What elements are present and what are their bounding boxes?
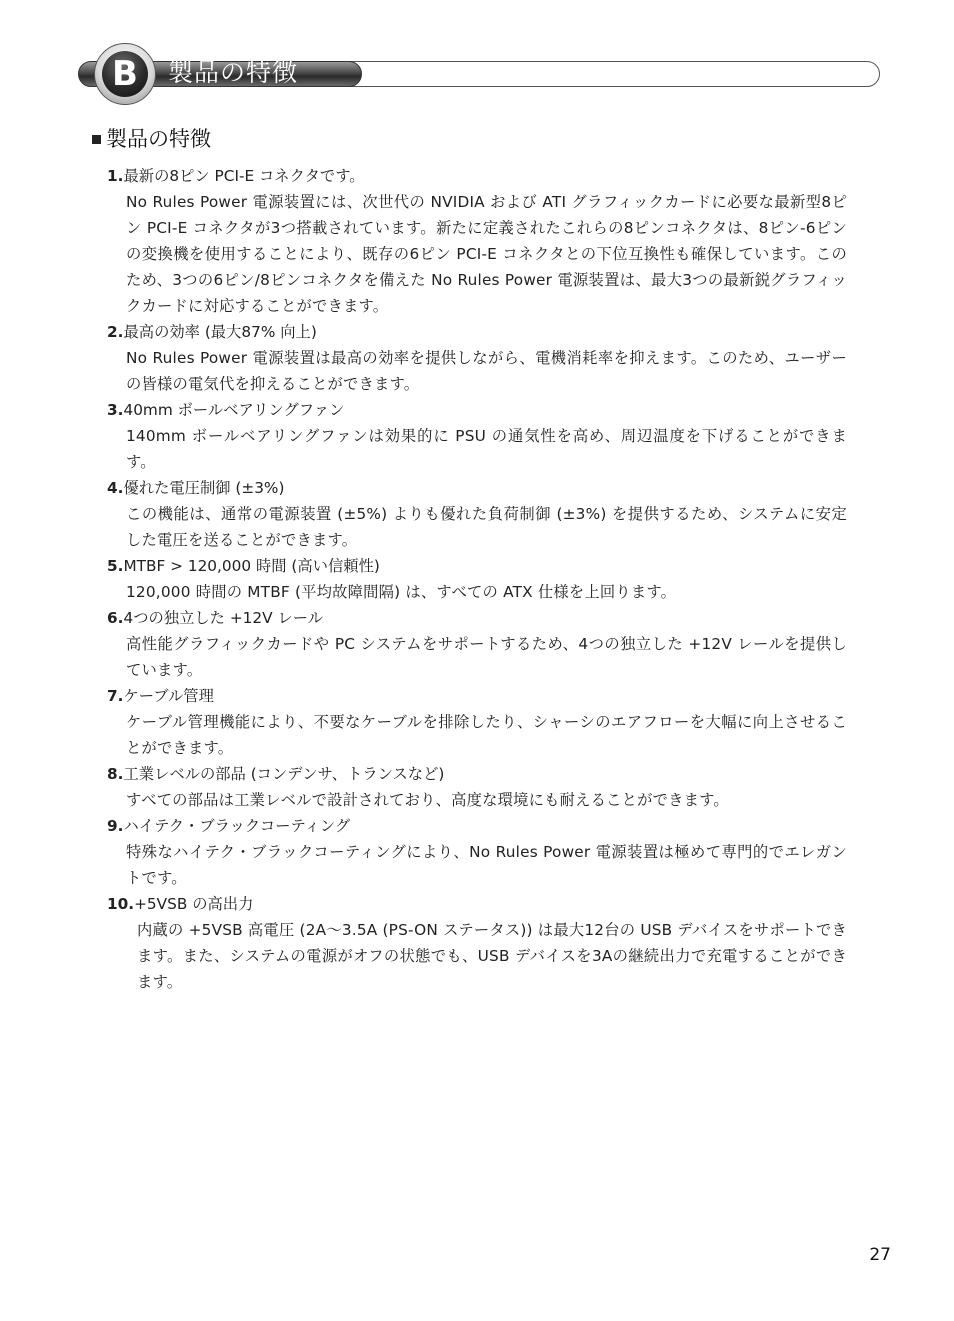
feature-title-text: 40mm ボールベアリングファン: [123, 401, 345, 419]
feature-number: 6.: [107, 609, 124, 627]
header-title: 製品の特徴: [168, 58, 299, 87]
feature-number: 8.: [107, 765, 124, 783]
feature-description: 120,000 時間の MTBF (平均故障間隔) は、すべての ATX 仕様を上回ります。: [126, 583, 677, 601]
feature-title: [107, 891, 847, 917]
section-heading: [92, 124, 211, 154]
feature-item-3: [107, 397, 847, 475]
feature-title-text: 優れた電圧制御 (±3%): [123, 479, 285, 497]
feature-title: [107, 605, 847, 631]
feature-title-text: +5VSB の高出力: [134, 895, 254, 913]
feature-item-8: [107, 761, 847, 813]
feature-title-text: ケーブル管理: [123, 687, 214, 705]
feature-number: 10.: [107, 895, 135, 913]
feature-number: 2.: [107, 323, 124, 341]
feature-title-text: 最新の8ピン PCI-E コネクタです。: [123, 167, 365, 185]
feature-number: 1.: [107, 167, 124, 185]
feature-number: 7.: [107, 687, 124, 705]
feature-item-5: [107, 553, 847, 605]
feature-title: [107, 761, 847, 787]
section-header: [70, 40, 882, 110]
feature-item-2: [107, 319, 847, 397]
feature-title: [107, 553, 847, 579]
section-badge-letter: B: [102, 51, 148, 97]
feature-title: [107, 397, 847, 423]
feature-description: 高性能グラフィックカードや PC システムをサポートするため、4つの独立した +12V レールを提供しています。: [126, 635, 847, 679]
feature-number: 3.: [107, 401, 124, 419]
feature-item-9: [107, 813, 847, 891]
feature-title-text: ハイテク・ブラックコーティング: [123, 817, 351, 835]
feature-title-text: 4つの独立した +12V レール: [123, 609, 324, 627]
feature-title: [107, 163, 847, 189]
feature-description: 内蔵の +5VSB 高電圧 (2A～3.5A (PS-ON ステータス)) は最大12台の USB デバイスをサポートできます。また、システムの電源がオフの状態でも、USB デバイスを3Aの継続出力で充電することができます。: [137, 921, 847, 991]
section-badge: [94, 43, 156, 105]
section-heading-text: 製品の特徴: [106, 127, 211, 151]
feature-list: [107, 163, 847, 995]
feature-title: [107, 475, 847, 501]
feature-number: 9.: [107, 817, 124, 835]
feature-title: [107, 319, 847, 345]
feature-item-6: [107, 605, 847, 683]
feature-number: 5.: [107, 557, 124, 575]
feature-description: 140mm ボールベアリングファンは効果的に PSU の通気性を高め、周辺温度を下げることができます。: [126, 427, 847, 471]
feature-title-text: 最高の効率 (最大87% 向上): [123, 323, 317, 341]
feature-description: この機能は、通常の電源装置 (±5%) よりも優れた負荷制御 (±3%) を提供するため、システムに安定した電圧を送ることができます。: [126, 505, 847, 549]
feature-item-10: [107, 891, 847, 995]
feature-item-1: [107, 163, 847, 319]
feature-title: [107, 813, 847, 839]
feature-title: [107, 683, 847, 709]
feature-number: 4.: [107, 479, 124, 497]
feature-item-7: [107, 683, 847, 761]
square-bullet-icon: [92, 135, 101, 144]
feature-description: すべての部品は工業レベルで設計されており、高度な環境にも耐えることができます。: [126, 791, 729, 809]
feature-description: ケーブル管理機能により、不要なケーブルを排除したり、シャーシのエアフローを大幅に向上させることができます。: [126, 713, 847, 757]
feature-description: 特殊なハイテク・ブラックコーティングにより、No Rules Power 電源装置は極めて専門的でエレガントです。: [126, 843, 847, 887]
feature-item-4: [107, 475, 847, 553]
feature-description: No Rules Power 電源装置は最高の効率を提供しながら、電機消耗率を抑えます。このため、ユーザーの皆様の電気代を抑えることができます。: [126, 349, 847, 393]
feature-title-text: 工業レベルの部品 (コンデンサ、トランスなど): [123, 765, 445, 783]
feature-description: No Rules Power 電源装置には、次世代の NVIDIA および ATI グラフィックカードに必要な最新型8ピン PCI-E コネクタが3つ搭載されています。新たに定義されたこれらの8ピンコネクタは、8ピン-6ピンの変換機を使用することにより、既存の6ピン PCI-E コネクタとの下位互換性も確保しています。このため、3つの6ピン/8ピンコネクタを備えた No Rules Power 電源装置は、最大3つの最新鋭グラフィックカードに対応することができます。: [126, 193, 847, 315]
page-number: 27: [869, 1245, 891, 1265]
feature-title-text: MTBF > 120,000 時間 (高い信頼性): [123, 557, 380, 575]
